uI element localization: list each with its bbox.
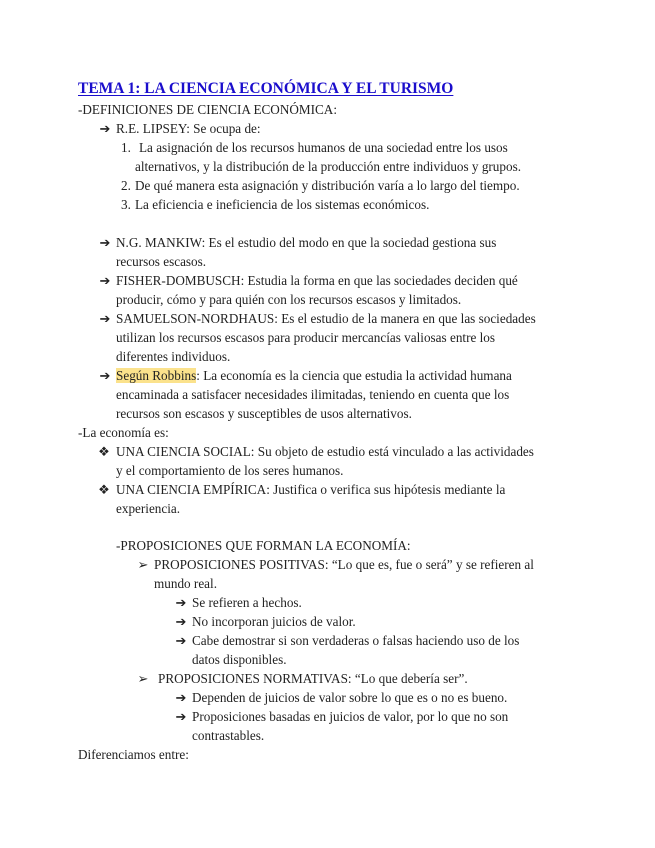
author-definition-line: utilizan los recursos escasos para producir mercancías valiosas entre los [116,330,496,345]
economia-es-heading: -La economía es: [78,425,169,440]
arrow-bullet-icon: ➔ [175,595,187,610]
robbins-definition-line: encaminada a satisfacer necesidades ilimitadas, teniendo en cuenta que los [116,387,510,402]
highlighted-author: Según Robbins [116,368,197,383]
list-item-line: alternativos, y la distribución de la producción entre individuos y grupos. [135,159,522,174]
triangle-bullet-icon: ➢ [137,671,149,686]
arrow-bullet-icon: ➔ [175,614,187,629]
normativas-item-line: Dependen de juicios de valor sobre lo que es o no es bueno. [192,690,508,705]
arrow-bullet-icon: ➔ [99,368,111,383]
positivas-line: mundo real. [154,576,217,591]
normativas-item-line: Proposiciones basadas en juicios de valor, por lo que no son [192,709,509,724]
robbins-definition-line: recursos son escasos y susceptibles de usos alternativos. [116,406,412,421]
economia-item-line: UNA CIENCIA SOCIAL: Su objeto de estudio está vinculado a las actividades [116,444,534,459]
arrow-bullet-icon: ➔ [99,273,111,288]
author-definition-line: recursos escasos. [116,254,207,269]
positivas-item-line: Se refieren a hechos. [192,595,302,610]
proposiciones-heading: -PROPOSICIONES QUE FORMAN LA ECONOMÍA: [116,538,411,553]
page-title: TEMA 1: LA CIENCIA ECONÓMICA Y EL TURISMO [78,80,454,97]
arrow-bullet-icon: ➔ [175,633,187,648]
diamond-bullet-icon: ❖ [98,444,110,459]
economia-item-line: UNA CIENCIA EMPÍRICA: Justifica o verifica sus hipótesis mediante la [116,482,506,497]
positivas-line: PROPOSICIONES POSITIVAS: “Lo que es, fue o será” y se refieren al [154,557,534,572]
normativas-item-line: contrastables. [192,728,265,743]
diamond-bullet-icon: ❖ [98,482,110,497]
list-number: 1. [121,140,131,155]
list-number: 3. [121,197,131,212]
author-definition-line: producir, cómo y para quién con los recursos escasos y limitados. [116,292,462,307]
author-definition-line: diferentes individuos. [116,349,231,364]
author-definition-line: N.G. MANKIW: Es el estudio del modo en que la sociedad gestiona sus [116,235,497,250]
list-item-line: La eficiencia e ineficiencia de los sistemas económicos. [135,197,430,212]
robbins-definition-line [116,366,512,385]
arrow-bullet-icon: ➔ [99,121,111,136]
list-item-line: La asignación de los recursos humanos de una sociedad entre los usos [139,140,508,155]
closing-line: Diferenciamos entre: [78,747,189,762]
list-number: 2. [121,178,131,193]
positivas-item-line: No incorporan juicios de valor. [192,614,356,629]
economia-item-line: experiencia. [116,501,181,516]
list-item-line: De qué manera esta asignación y distribución varía a lo largo del tiempo. [135,178,520,193]
definiciones-heading: -DEFINICIONES DE CIENCIA ECONÓMICA: [78,102,337,117]
arrow-bullet-icon: ➔ [175,690,187,705]
positivas-item-line: datos disponibles. [192,652,287,667]
arrow-bullet-icon: ➔ [99,311,111,326]
arrow-bullet-icon: ➔ [175,709,187,724]
positivas-item-line: Cabe demostrar si son verdaderas o falsas haciendo uso de los [192,633,520,648]
triangle-bullet-icon: ➢ [137,557,149,572]
arrow-bullet-icon: ➔ [99,235,111,250]
lipsey-label: R.E. LIPSEY: Se ocupa de: [116,121,261,136]
author-definition-line: FISHER-DOMBUSCH: Estudia la forma en que las sociedades deciden qué [116,273,518,288]
author-definition-line: SAMUELSON-NORDHAUS: Es el estudio de la manera en que las sociedades [116,311,536,326]
robbins-definition-text: : La economía es la ciencia que estudia la actividad humana [196,368,512,383]
normativas-line: PROPOSICIONES NORMATIVAS: “Lo que debería ser”. [158,671,468,686]
economia-item-line: y el comportamiento de los seres humanos. [116,463,344,478]
